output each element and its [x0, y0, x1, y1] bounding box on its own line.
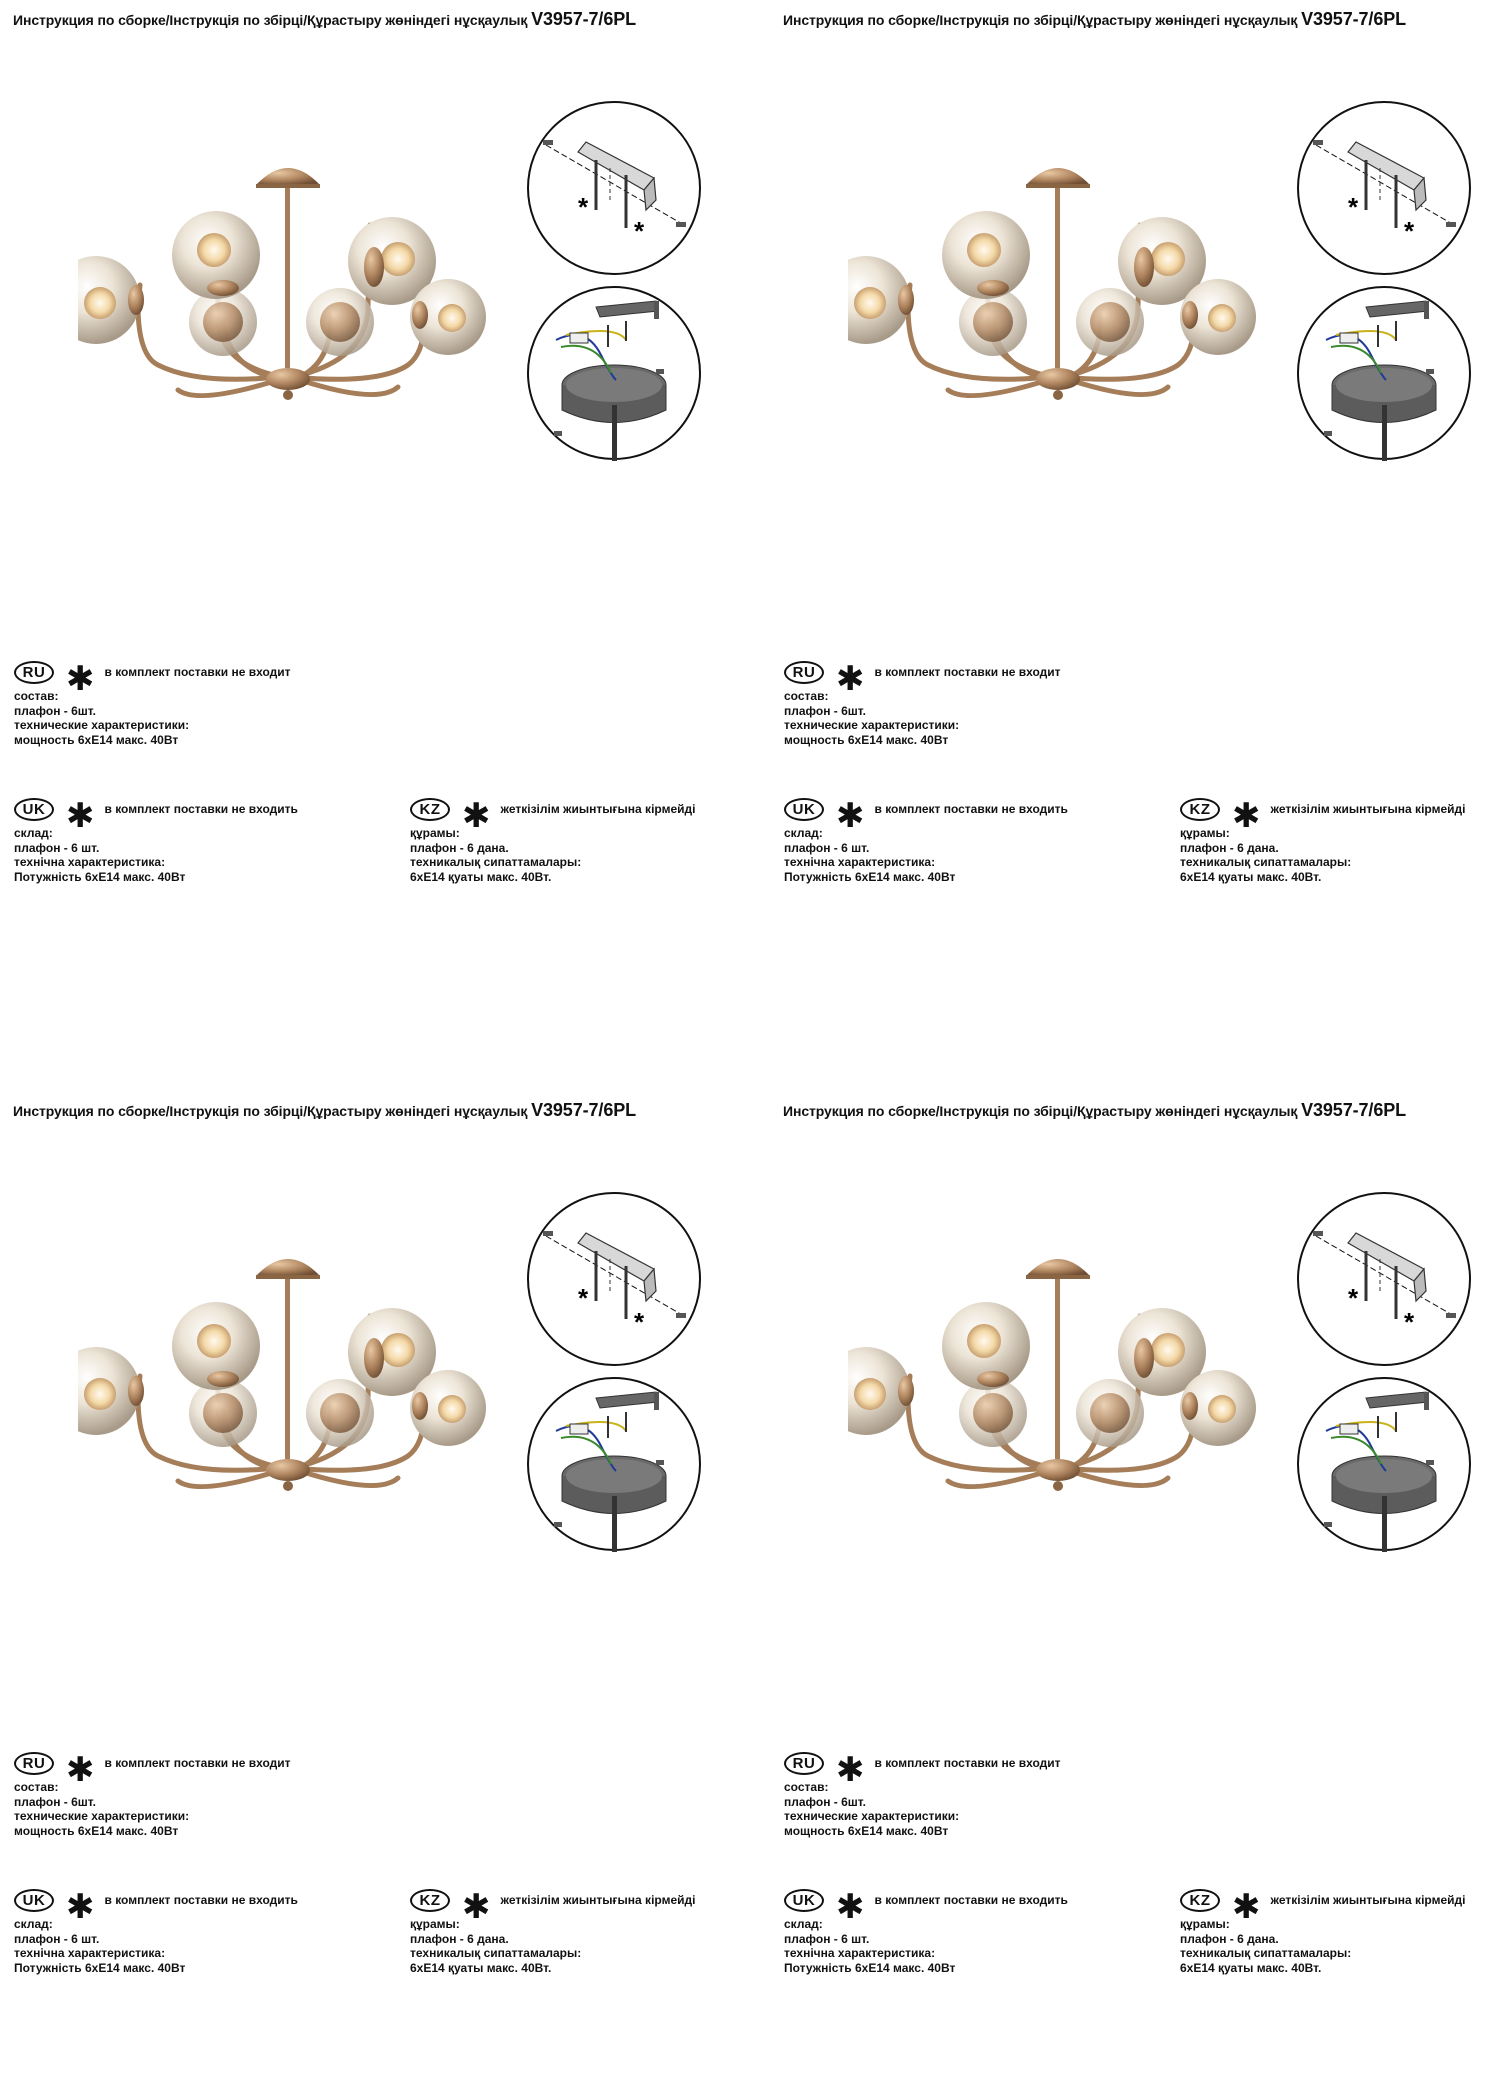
asterisk-icon: ✱: [462, 797, 491, 835]
ru-section: [14, 1751, 291, 1838]
spec-line: Потужність 6хЕ14 макс. 40Вт: [14, 1960, 186, 1975]
title-text: Инструкция по сборке/Інструкція по збірці/Құрастыру жөніндегі нұсқаулық: [783, 1103, 1298, 1119]
asterisk-icon: ✱: [836, 660, 865, 698]
spec-line: құрамы:: [410, 826, 460, 840]
asterisk-icon: ✱: [1232, 797, 1261, 835]
lang-badge-uk: UK: [14, 1889, 54, 1912]
ceiling-cup-wiring-icon: [526, 285, 702, 461]
lang-badge-uk: UK: [784, 1889, 824, 1912]
spec-line: техникалық сипаттамалары:: [410, 855, 582, 870]
not-included-note: жеткізілім жиынтығына кірмейді: [500, 1892, 696, 1907]
spec-line: склад:: [784, 1917, 823, 1931]
ru-section: [784, 660, 1061, 747]
spec-line: Потужність 6хЕ14 макс. 40Вт: [14, 869, 186, 884]
spec-line: плафон - 6 дана.: [1180, 1931, 1279, 1946]
title-text: Инструкция по сборке/Інструкція по збірці/Құрастыру жөніндегі нұсқаулық: [13, 1103, 528, 1119]
spec-line: плафон - 6 шт.: [14, 840, 100, 855]
lang-badge-kz: KZ: [1180, 798, 1220, 821]
spec-line: плафон - 6шт.: [14, 1794, 96, 1809]
lang-badge-ru: RU: [14, 661, 54, 684]
spec-line: плафон - 6 дана.: [410, 1931, 509, 1946]
asterisk-icon: *: [1404, 1307, 1415, 1337]
spec-line: мощность 6хЕ14 макс. 40Вт: [784, 732, 949, 747]
spec-line: технические характеристики:: [14, 1809, 190, 1824]
spec-line: плафон - 6шт.: [784, 1794, 866, 1809]
not-included-note: жеткізілім жиынтығына кірмейді: [500, 801, 696, 816]
instruction-sheet: [770, 1091, 1504, 2091]
lang-badge-ru: RU: [784, 661, 824, 684]
instruction-sheet: [0, 0, 752, 1000]
spec-line: технические характеристики:: [14, 718, 190, 733]
lang-badge-ru: RU: [14, 1752, 54, 1775]
lang-badge-uk: UK: [14, 798, 54, 821]
chandelier-illustration: [848, 1246, 1268, 1516]
asterisk-icon: ✱: [66, 660, 95, 698]
spec-line: технічна характеристика:: [784, 855, 936, 870]
uk-section: [784, 1888, 1068, 1975]
page-title: [783, 1100, 1406, 1121]
ceiling-cup-wiring-icon: [526, 1376, 702, 1552]
spec-line: состав:: [14, 1780, 59, 1794]
kz-section: [1180, 1888, 1465, 1975]
instruction-sheet: [770, 0, 1504, 1000]
title-text: Инструкция по сборке/Інструкція по збірці/Құрастыру жөніндегі нұсқаулық: [13, 12, 528, 28]
spec-line: технические характеристики:: [784, 1809, 960, 1824]
spec-line: технічна характеристика:: [14, 1946, 166, 1961]
not-included-note: жеткізілім жиынтығына кірмейді: [1270, 801, 1466, 816]
model-number: V3957-7/6PL: [1301, 1100, 1407, 1120]
asterisk-icon: *: [1348, 192, 1359, 222]
model-number: V3957-7/6PL: [531, 9, 637, 29]
asterisk-icon: ✱: [836, 1888, 865, 1926]
lang-badge-kz: KZ: [410, 798, 450, 821]
spec-line: Потужність 6хЕ14 макс. 40Вт: [784, 869, 956, 884]
asterisk-icon: *: [578, 192, 589, 222]
spec-line: плафон - 6 шт.: [14, 1931, 100, 1946]
spec-line: 6хЕ14 қуаты макс. 40Вт.: [410, 869, 552, 884]
chandelier-illustration: [78, 1246, 498, 1516]
ceiling-cup-wiring-icon: [1296, 1376, 1472, 1552]
spec-line: құрамы:: [410, 1917, 460, 1931]
spec-line: склад:: [14, 1917, 53, 1931]
spec-line: 6хЕ14 қуаты макс. 40Вт.: [410, 1960, 552, 1975]
asterisk-icon: ✱: [66, 1751, 95, 1789]
not-included-note: в комплект поставки не входить: [874, 801, 1068, 816]
not-included-note: в комплект поставки не входит: [104, 664, 291, 679]
not-included-note: в комплект поставки не входить: [104, 801, 298, 816]
asterisk-icon: ✱: [462, 1888, 491, 1926]
ceiling-cup-wiring-icon: [1296, 285, 1472, 461]
page-title: [783, 9, 1406, 30]
spec-line: плафон - 6 дана.: [410, 840, 509, 855]
spec-line: мощность 6хЕ14 макс. 40Вт: [14, 732, 179, 747]
spec-line: плафон - 6 дана.: [1180, 840, 1279, 855]
uk-section: [14, 1888, 298, 1975]
spec-line: мощность 6хЕ14 макс. 40Вт: [784, 1823, 949, 1838]
asterisk-icon: ✱: [836, 797, 865, 835]
spec-line: плафон - 6 шт.: [784, 1931, 870, 1946]
spec-line: технічна характеристика:: [784, 1946, 936, 1961]
not-included-note: в комплект поставки не входить: [104, 1892, 298, 1907]
spec-line: Потужність 6хЕ14 макс. 40Вт: [784, 1960, 956, 1975]
spec-line: состав:: [784, 1780, 829, 1794]
uk-section: [14, 797, 298, 884]
asterisk-icon: *: [1404, 216, 1415, 246]
mounting-bracket-icon: [526, 100, 702, 276]
asterisk-icon: ✱: [66, 797, 95, 835]
spec-line: 6хЕ14 қуаты макс. 40Вт.: [1180, 1960, 1322, 1975]
instruction-sheet: [0, 1091, 752, 2091]
lang-badge-kz: KZ: [1180, 1889, 1220, 1912]
page-title: [13, 1100, 636, 1121]
mounting-bracket-icon: [1296, 100, 1472, 276]
not-included-note: жеткізілім жиынтығына кірмейді: [1270, 1892, 1466, 1907]
kz-section: [410, 1888, 695, 1975]
spec-line: техникалық сипаттамалары:: [1180, 855, 1352, 870]
asterisk-icon: *: [634, 216, 645, 246]
title-text: Инструкция по сборке/Інструкція по збірці/Құрастыру жөніндегі нұсқаулық: [783, 12, 1298, 28]
model-number: V3957-7/6PL: [531, 1100, 637, 1120]
spec-line: состав:: [784, 689, 829, 703]
not-included-note: в комплект поставки не входить: [874, 1892, 1068, 1907]
ru-section: [784, 1751, 1061, 1838]
not-included-note: в комплект поставки не входит: [874, 664, 1061, 679]
spec-line: мощность 6хЕ14 макс. 40Вт: [14, 1823, 179, 1838]
chandelier-illustration: [78, 155, 498, 425]
spec-line: плафон - 6шт.: [784, 703, 866, 718]
spec-line: технічна характеристика:: [14, 855, 166, 870]
ru-section: [14, 660, 291, 747]
spec-line: құрамы:: [1180, 1917, 1230, 1931]
spec-line: плафон - 6 шт.: [784, 840, 870, 855]
asterisk-icon: *: [578, 1283, 589, 1313]
mounting-bracket-icon: [1296, 1191, 1472, 1367]
uk-section: [784, 797, 1068, 884]
spec-line: плафон - 6шт.: [14, 703, 96, 718]
asterisk-icon: ✱: [836, 1751, 865, 1789]
kz-section: [410, 797, 695, 884]
not-included-note: в комплект поставки не входит: [874, 1755, 1061, 1770]
spec-line: склад:: [14, 826, 53, 840]
model-number: V3957-7/6PL: [1301, 9, 1407, 29]
lang-badge-ru: RU: [784, 1752, 824, 1775]
spec-line: техникалық сипаттамалары:: [410, 1946, 582, 1961]
spec-line: 6хЕ14 қуаты макс. 40Вт.: [1180, 869, 1322, 884]
spec-line: склад:: [784, 826, 823, 840]
page-title: [13, 9, 636, 30]
asterisk-icon: ✱: [1232, 1888, 1261, 1926]
asterisk-icon: ✱: [66, 1888, 95, 1926]
not-included-note: в комплект поставки не входит: [104, 1755, 291, 1770]
lang-badge-uk: UK: [784, 798, 824, 821]
spec-line: состав:: [14, 689, 59, 703]
asterisk-icon: *: [634, 1307, 645, 1337]
kz-section: [1180, 797, 1465, 884]
spec-line: құрамы:: [1180, 826, 1230, 840]
mounting-bracket-icon: [526, 1191, 702, 1367]
chandelier-illustration: [848, 155, 1268, 425]
spec-line: технические характеристики:: [784, 718, 960, 733]
asterisk-icon: *: [1348, 1283, 1359, 1313]
lang-badge-kz: KZ: [410, 1889, 450, 1912]
spec-line: техникалық сипаттамалары:: [1180, 1946, 1352, 1961]
